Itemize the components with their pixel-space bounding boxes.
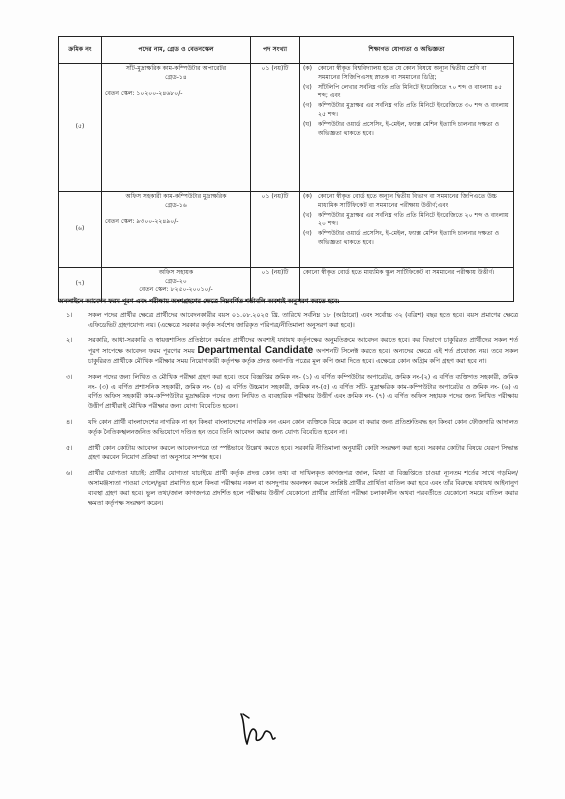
qualification-key: (ক)	[303, 193, 313, 200]
post-count: ০১ (নয়)টি	[251, 192, 300, 268]
row-serial: (৫)	[59, 64, 102, 192]
row-serial: (৭)	[59, 268, 102, 302]
qualification-text: কম্পিউটার মুদ্রাক্ষর এর সর্বনিম্ন গতি প্রতি মিনিটে ইংরেজিতে ২০ শব্দ ও বাংলায় ২০ শব্দ।	[318, 211, 509, 228]
qualification-text: কম্পিউটার মুদ্রাক্ষর এর সর্বনিম্ন গতি প্রতি মিনিটে ইংরেজিতে ৩০ শব্দ ও বাংলায় ২৫ শব্দ।	[318, 102, 509, 118]
post-pay-scale: বেতন স্কেল: ৯৩০০-২২৪৯০/-	[105, 218, 179, 226]
qualification-item	[303, 212, 510, 229]
post-name: অফিস সহকারী কাম-কম্পিউটার মুদ্রাক্ষরিক	[125, 193, 227, 200]
qualification-cell	[300, 192, 514, 268]
header-qualification: শিক্ষাগত যোগ্যতা ও অভিজ্ঞতা	[300, 37, 514, 64]
table-row	[59, 64, 514, 192]
instruction-text-part: অপশনটি সিলেক্ট করতে হবে। অন্যদের ক্ষেত্রে এই শর্ত প্রযোজ্য নয়। তবে সকল চাকুরিরত প্রার্থীকে মৌখিক পরীক্ষার সময় নিয়োগকারী কর্তৃপক্ষ কর্তৃক প্রদত্ত অনাপত্তি পত্রের মূল কপি জমা দিতে হবে। এক্ষেত্রে কোন অগ্রিম কপি গ্রহণ করা হবে না।	[88, 348, 518, 365]
header-serial: ক্রমিক নং	[59, 37, 102, 64]
qualification-text: কোনো স্বীকৃত বিশ্ববিদ্যালয় হতে যে কোন বিষয়ে অন্যূন দ্বিতীয় শ্রেণি বা সমমানের সিজিপিএসহ স্নাতক বা সমমানের ডিগ্রি;	[318, 65, 487, 81]
post-count: ০১ (নয়)টি	[251, 268, 300, 302]
row-serial: (৬)	[59, 192, 102, 268]
instructions-section	[58, 297, 518, 514]
qualification-item	[303, 193, 510, 210]
row-post-cell	[102, 64, 251, 192]
signature	[235, 708, 277, 748]
qualification-text: কোনো স্বীকৃত বোর্ড হতে অন্যূন দ্বিতীয় বিভাগ বা সমমানের জিপিএতে উচ্চ মাধ্যমিক সার্টিফিকেট বা সমমানের পরীক্ষায় উত্তীর্ণ;এবং	[318, 193, 497, 209]
instruction-item	[58, 418, 518, 438]
qualification-cell	[300, 64, 514, 192]
instruction-number: ৫।	[66, 444, 73, 452]
qualification-key: (ক)	[303, 65, 313, 72]
instruction-text: প্রার্থীর যোগ্যতা যাচাই: প্রার্থীর যোগ্যতা যাচাইয়ে প্রার্থী কর্তৃক প্রদত্ত কোন তথ্য বা দাখিলকৃত কাগজপত্র জাল, মিথ্যা বা বিজ্ঞপ্তিতে চাওয়া ন্যূনতম শর্তের সাথে গড়মিল/অসামঞ্জস্যতা পাওয়া গেলে/ভুয়া প্রমাণিত হলে কিংবা পরীক্ষায় নকল বা অসদুপায় অবলম্বন করলে সংশ্লিষ্ট প্রার্থীর প্রার্থিতা বাতিল করা হবে এবং তাঁর বিরুদ্ধে যথাযথ আইনানুগ ব্যবস্থা গ্রহণ করা হবে। ভুল তথ্য/জাল কাগজপত্র প্রদর্শিত হলে পরীক্ষায় উত্তীর্ণ যেকোনো প্রার্থীর প্রার্থিতা পরীক্ষা চলাকালীন অথবা পরবর্তীতে যেকোনো সময়ে বাতিল করার ক্ষমতা কর্তৃপক্ষ সংরক্ষণ করেন।	[88, 470, 518, 507]
post-name: সাঁট-মুদ্রাক্ষরিক কাম-কম্পিউটার অপারেটর	[125, 65, 227, 72]
posts-table	[58, 36, 514, 302]
qualification-item	[303, 84, 510, 101]
post-grade: গ্রেড-২০	[165, 277, 187, 285]
instruction-text-part: সরকারি, আধা-সরকারি ও স্বায়ত্তশাসিত প্রতিষ্ঠানে কর্মরত প্রার্থীদের অবশ্যই যথাযথ কর্তৃপক্ষের অনুমতিক্রমে আবেদন করতে হবে। কর বিভাগে চাকুরিরত প্রার্থীদের সকল শর্ত পূরণ সাপেক্ষে আবেদন ফরম পূরণের সময়	[88, 337, 518, 356]
instruction-number: ৬।	[66, 470, 73, 478]
qualification-item	[303, 121, 510, 138]
qualification-key: (খ)	[303, 211, 312, 219]
instruction-text: সকল পদের জন্য লিখিত ও মৌখিক পরীক্ষা গ্রহণ করা হবে। তবে বিজ্ঞপ্তির ক্রমিক নং- (১) এ বর্ণিত কম্পিউটার অপারেটর, ক্রমিক নং-(২) এ বর্ণিত ব্যক্তিগত সহকারী, ক্রমিক নং- (৩) এ বর্ণিত প্রশাসনিক সহকারী, ক্রমিক নং- (৪) এ বর্ণিত উচ্চমান সহকারী, ক্রমিক নং-(৫) এ বর্ণিত সাঁট- মুদ্রাক্ষরিক কাম-কম্পিউটার অপারেটর ও ক্রমিক নং- (৬) এ বর্ণিত অফিস সহকারী কাম-কম্পিউটার মুদ্রাক্ষরিক পদের জন্য লিখিত ও ব্যবহারিক পরীক্ষায় উত্তীর্ণ এবং ক্রমিক নং- (৭) এ বর্ণিত অফিস সহায়ক পদের জন্য লিখিত পরীক্ষায় উত্তীর্ণ প্রার্থীরাই মৌখিক পরীক্ষার জন্য যোগ্য বিবেচিত হবেন।	[88, 373, 518, 411]
qualification-item	[303, 102, 510, 119]
qualification-item	[303, 230, 510, 247]
instruction-item	[58, 336, 518, 366]
row-post-cell	[102, 192, 251, 268]
post-grade: গ্রেড-১৪	[165, 73, 187, 81]
table-header-row	[59, 37, 514, 64]
instruction-text: সকল পদের প্রার্থীর ক্ষেত্রে প্রার্থীদের আবেদনকারীর বয়স ০১.০৮.২০২৫ খ্রি. তারিখে সর্বনিম্ন ১৮ (আঠারো) এবং সর্বোচ্চ ৩২ (বত্রিশ) বছর হতে হবে। বয়স প্রমাণের ক্ষেত্রে এফিডেভিট গ্রহণযোগ্য নয়। (এক্ষেত্রে সরকার কর্তৃক সর্বশেষ জারিকৃত পরিপত্র/নীতিমালা অনুসরণ করা হবে)।	[88, 311, 518, 329]
post-count: ০১ (নয়)টি	[251, 64, 300, 192]
post-pay-scale: বেতন স্কেল: ১০২০০-২৪৬৮০/-	[105, 90, 183, 98]
post-grade: গ্রেড-১৬	[165, 201, 187, 209]
instruction-text: যদি কোন প্রার্থী বাংলাদেশের নাগরিক না হন কিংবা বাংলাদেশের নাগরিক নন এমন কোন ব্যক্তিকে বিয়ে করেন বা করার জন্য প্রতিশ্রুতিবদ্ধ হন কিংবা কোন ফৌজদারি আদালত কর্তৃক নৈতিকস্খলনজনিত অভিযোগে দণ্ডিত হন তবে তিনি আবেদন করার জন্য যোগ্য বিবেচিত হবেন না।	[88, 418, 518, 436]
header-post-count: পদ সংখ্যা	[251, 37, 300, 64]
instruction-item	[58, 444, 518, 464]
instructions-heading: অনলাইনে আবেদন ফরম পূরণ এবং পরীক্ষায় অংশগ্রহণের ক্ষেত্রে নিম্নবর্ণিত শর্তাবলি অবশ্যই অনুসরণ করতে হবে:	[58, 298, 340, 305]
post-pay-scale: বেতন স্কেল: ৮২৫০-২০০১০/-	[139, 286, 213, 294]
table-row	[59, 192, 514, 268]
qualification-key: (গ)	[303, 102, 312, 110]
instruction-item	[58, 469, 518, 508]
qualification-text: কোনো স্বীকৃত বোর্ড হতে মাধ্যমিক স্কুল সার্টিফিকেট বা সমমানের পরীক্ষায় উত্তীর্ণ।	[303, 269, 495, 276]
instruction-text: প্রার্থী কোন কোটায় আবেদন করলে আবেদনপত্রে তা স্পষ্টভাবে উল্লেখ করতে হবে। সরকারি নীতিমালা অনুযায়ী কোটা সংরক্ষণ করা হবে। সরকার কোটার বিষয়ে যেরূপ সিদ্ধান্ত গ্রহণ করবেন নিয়োগ প্রক্রিয়া তা অনুসারে সম্পন্ন হবে।	[88, 444, 518, 462]
qualification-item	[303, 65, 510, 82]
instruction-number: ৩।	[66, 373, 73, 381]
qualification-text: কম্পিউটার ওয়ার্ড প্রসেসিং, ই-মেইল, ফ্যাক্স মেশিন ইত্যাদি চালনার দক্ষতা ও অভিজ্ঞতা থাকতে হবে।	[318, 121, 500, 137]
instruction-number: ৪।	[66, 418, 73, 426]
qualification-key: (ঘ)	[303, 121, 312, 129]
instruction-item	[58, 311, 518, 331]
qualification-text: কম্পিউটার ওয়ার্ড প্রসেসিং, ই-মেইল, ফ্যাক্স মেশিন ইত্যাদি চালনার দক্ষতা ও অভিজ্ঞতা থাকতে হবে।	[318, 230, 500, 246]
qualification-item	[303, 269, 510, 278]
instruction-number: ১।	[66, 311, 73, 319]
departmental-candidate-label: Departmental Candidate	[197, 345, 314, 357]
post-name: অফিস সহায়ক	[158, 269, 194, 276]
instruction-number: ২।	[66, 337, 73, 345]
qualification-key: (খ)	[303, 83, 312, 91]
qualification-key: (গ)	[303, 230, 312, 238]
instruction-text	[88, 336, 518, 366]
instruction-item	[58, 373, 518, 412]
qualification-text: সাঁটলিপি লেখার সর্বনিম্ন গতি প্রতি মিনিটে ইংরেজিতে ৭০ শব্দ ও বাংলায় ৪৫ শব্দ; এবং	[318, 83, 503, 100]
header-post-name: পদের নাম, গ্রেড ও বেতনস্কেল	[102, 37, 251, 64]
